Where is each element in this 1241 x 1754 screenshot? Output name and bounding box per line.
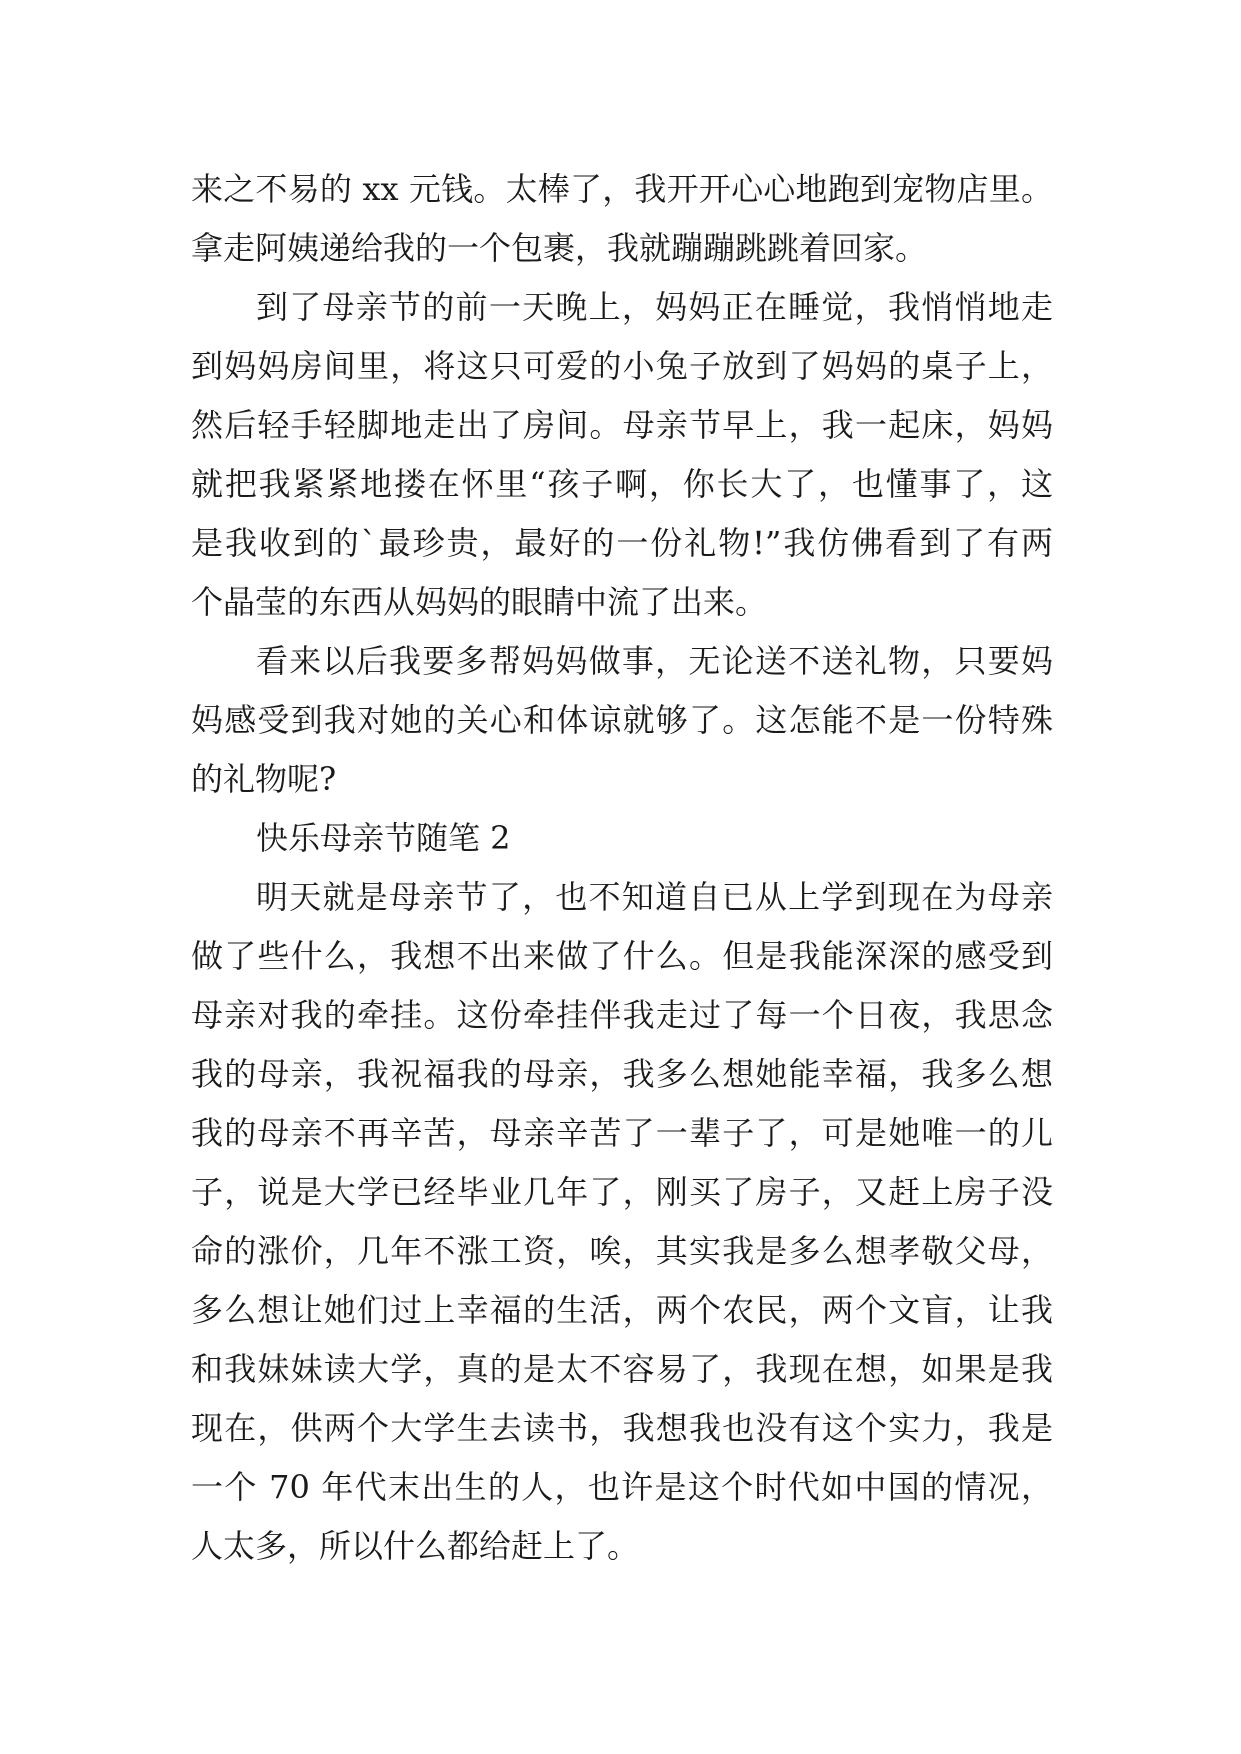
text-line: 多么想让她们过上幸福的生活，两个农民，两个文盲，让我 [191,1291,1053,1329]
text-line: 到了母亲节的前一天晚上，妈妈正在睡觉，我悄悄地走 [256,288,1053,326]
text-line: 命的涨价，几年不涨工资，唉，其实我是多么想孝敬父母， [191,1232,1053,1270]
text-line: 我的母亲不再辛苦，母亲辛苦了一辈子了，可是她唯一的儿 [191,1114,1053,1152]
text-line: 妈感受到我对她的关心和体谅就够了。这怎能不是一份特殊 [191,701,1053,739]
text-line: 是我收到的`最珍贵，最好的一份礼物!”我仿佛看到了有两 [191,524,1053,562]
text-line: 做了些什么，我想不出来做了什么。但是我能深深的感受到 [191,937,1053,975]
text-line: 拿走阿姨递给我的一个包裹，我就蹦蹦跳跳着回家。 [191,229,928,267]
text-line: 就把我紧紧地搂在怀里“孩子啊，你长大了，也懂事了，这 [191,465,1053,503]
text-line: 现在，供两个大学生去读书，我想我也没有这个实力，我是 [191,1409,1053,1447]
text-line: 看来以后我要多帮妈妈做事，无论送不送礼物，只要妈 [256,642,1053,680]
document-body [191,160,1053,1576]
text-line: 子，说是大学已经毕业几年了，刚买了房子，又赶上房子没 [191,1173,1053,1211]
text-line: 一个 70 年代末出生的人，也许是这个时代如中国的情况， [191,1468,1053,1506]
section-heading: 快乐母亲节随笔 2 [256,819,511,857]
text-line: 的礼物呢? [191,760,337,798]
text-line: 母亲对我的牵挂。这份牵挂伴我走过了每一个日夜，我思念 [191,996,1053,1034]
text-line: 我的母亲，我祝福我的母亲，我多么想她能幸福，我多么想 [191,1055,1053,1093]
text-line: 然后轻手轻脚地走出了房间。母亲节早上，我一起床，妈妈 [191,406,1053,444]
text-line: 个晶莹的东西从妈妈的眼睛中流了出来。 [191,583,768,621]
text-line: 和我妹妹读大学，真的是太不容易了，我现在想，如果是我 [191,1350,1053,1388]
text-line: 来之不易的 xx 元钱。太棒了，我开开心心地跑到宠物店里。 [191,170,1053,208]
text-line: 人太多，所以什么都给赶上了。 [191,1527,640,1565]
text-line: 明天就是母亲节了，也不知道自已从上学到现在为母亲 [256,878,1053,916]
text-line: 到妈妈房间里，将这只可爱的小兔子放到了妈妈的桌子上， [191,347,1053,385]
